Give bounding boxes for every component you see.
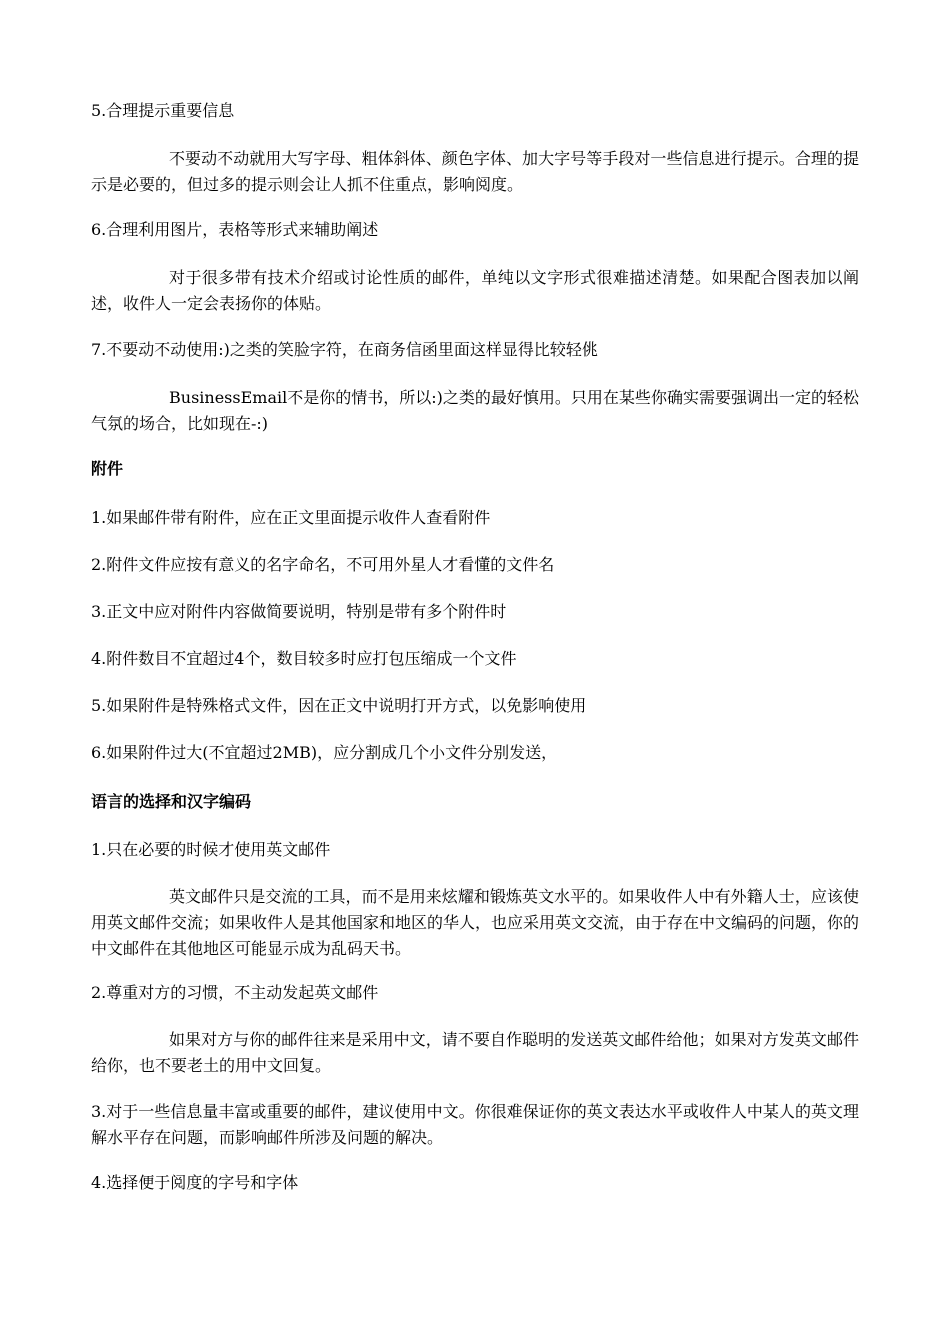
attachment-item: 3.正文中应对附件内容做简要说明，特别是带有多个附件时 bbox=[91, 602, 507, 621]
attachments-heading: 附件 bbox=[91, 459, 124, 478]
attachment-item: 6.如果附件过大(不宜超过2MB)，应分割成几个小文件分别发送， bbox=[91, 743, 558, 762]
language-heading: 语言的选择和汉字编码 bbox=[91, 792, 252, 811]
language-item-3-body: 3.对于一些信息量丰富或重要的邮件，建议使用中文。你很难保证你的英文表达水平或收件人中某人的英文理解水平存在问题，而影响邮件所涉及问题的解决。 bbox=[91, 1102, 859, 1147]
item-7-body: BusinessEmail不是你的情书，所以:)之类的最好慎用。只用在某些你确实需要强调出一定的轻松气氛的场合，比如现在-:) bbox=[91, 388, 859, 433]
item-5-body: 不要动不动就用大写字母、粗体斜体、颜色字体、加大字号等手段对一些信息进行提示。合理的提示是必要的，但过多的提示则会让人抓不住重点，影响阅度。 bbox=[91, 149, 859, 194]
item-7-title: 7.不要动不动使用:)之类的笑脸字符，在商务信函里面这样显得比较轻佻 bbox=[91, 340, 598, 359]
attachment-item: 2.附件文件应按有意义的名字命名，不可用外星人才看懂的文件名 bbox=[91, 555, 555, 574]
attachment-item: 1.如果邮件带有附件，应在正文里面提示收件人查看附件 bbox=[91, 508, 491, 527]
item-6-title: 6.合理利用图片，表格等形式来辅助阐述 bbox=[91, 220, 379, 239]
item-5-title: 5.合理提示重要信息 bbox=[91, 101, 235, 120]
attachment-item: 4.附件数目不宜超过4个，数目较多时应打包压缩成一个文件 bbox=[91, 649, 517, 668]
language-item-1-body: 英文邮件只是交流的工具，而不是用来炫耀和锻炼英文水平的。如果收件人中有外籍人士，应该使用英文邮件交流；如果收件人是其他国家和地区的华人，也应采用英文交流，由于存在中文编码的问题，你的中文邮件在其他地区可能显示成为乱码天书。 bbox=[91, 887, 860, 958]
item-6-body: 对于很多带有技术介绍或讨论性质的邮件，单纯以文字形式很难描述清楚。如果配合图表加以阐述，收件人一定会表扬你的体贴。 bbox=[91, 268, 859, 313]
language-item-4-title: 4.选择便于阅度的字号和字体 bbox=[91, 1173, 299, 1192]
language-item-2-title: 2.尊重对方的习惯，不主动发起英文邮件 bbox=[91, 983, 379, 1002]
language-item-1-title: 1.只在必要的时候才使用英文邮件 bbox=[91, 840, 331, 859]
attachment-item: 5.如果附件是特殊格式文件，因在正文中说明打开方式，以免影响使用 bbox=[91, 696, 587, 715]
language-item-2-body: 如果对方与你的邮件往来是采用中文，请不要自作聪明的发送英文邮件给他；如果对方发英文邮件给你，也不要老土的用中文回复。 bbox=[91, 1030, 859, 1075]
